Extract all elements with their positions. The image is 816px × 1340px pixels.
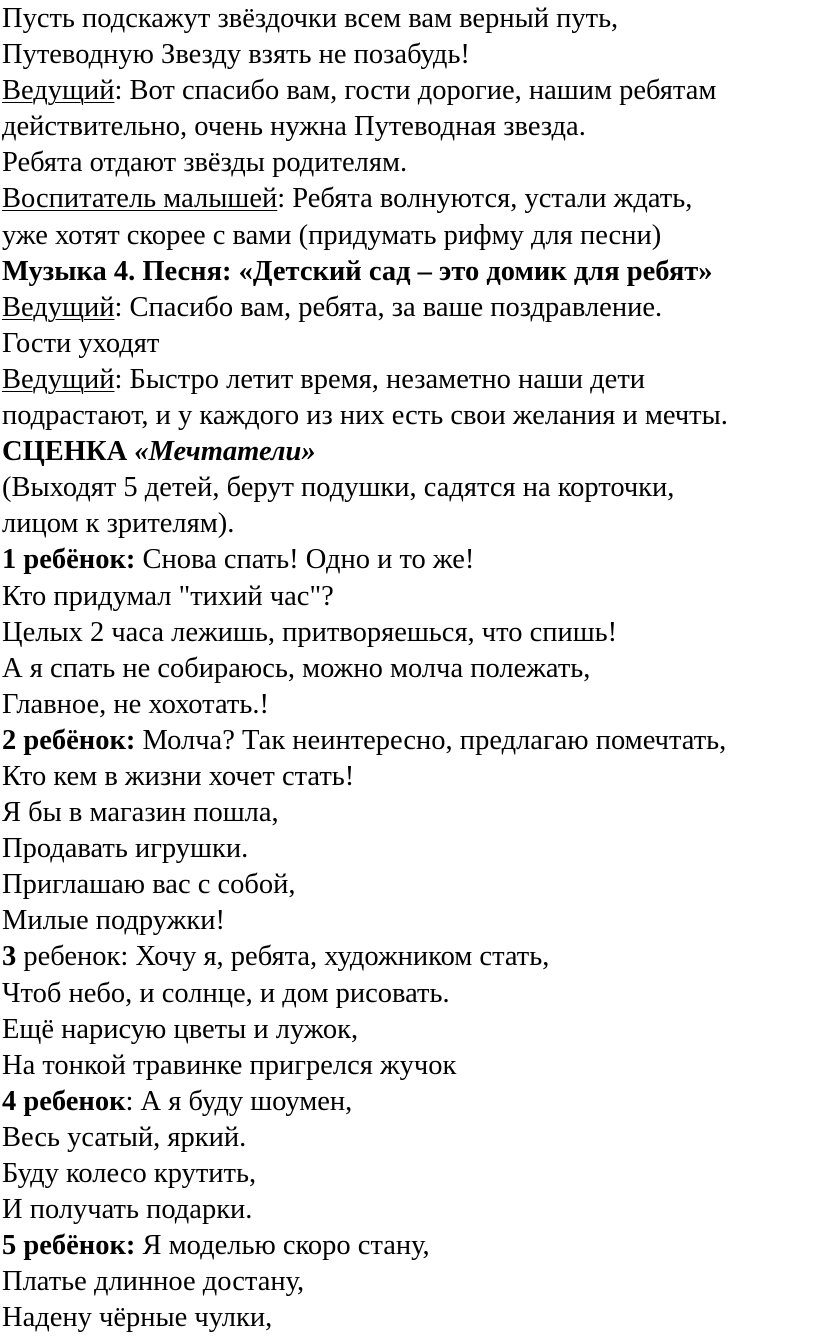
text-line	[2, 181, 816, 217]
text-line: Кто кем в жизни хочет стать!	[2, 760, 355, 792]
text-line: Пусть подскажут звёздочки всем вам верный путь,	[2, 3, 619, 34]
scene-heading	[2, 434, 816, 470]
line-text: : Ребята волнуются, устали ждать,	[277, 183, 693, 215]
line-text: Снова спать! Одно и то же!	[135, 544, 475, 576]
text-line	[2, 723, 816, 759]
text-line: Гости уходят	[2, 327, 160, 359]
text-line	[2, 1228, 816, 1264]
text-line: Главное, не хохотать.!	[2, 688, 269, 720]
text-line: Весь усатый, яркий.	[2, 1121, 247, 1153]
line-text: ребенок: Хочу я, ребята, художником стать,	[16, 941, 550, 973]
text-line: Я бы в магазин пошла,	[2, 797, 279, 829]
text-line	[2, 290, 816, 326]
text-line: А я спать не собираюсь, можно молча полежать,	[2, 652, 591, 684]
speaker-label: Ведущий	[2, 363, 115, 395]
text-line: Платье длинное достану,	[2, 1266, 305, 1298]
text-line: Чтоб небо, и солнце, и дом рисовать.	[2, 977, 450, 1009]
line-text: : Вот спасибо вам, гости дорогие, нашим ребятам	[114, 75, 717, 107]
text-line: Приглашаю вас с собой,	[2, 869, 296, 901]
text-line: Ребята отдают звёзды родителям.	[2, 147, 408, 179]
text-line: Буду колесо крутить,	[2, 1158, 257, 1189]
text-line: На тонкой травинке пригрелся жучок	[2, 1049, 457, 1081]
text-line: Продавать игрушки.	[2, 833, 249, 865]
text-line	[2, 939, 816, 975]
text-line: Ещё нарисую цветы и лужок,	[2, 1013, 359, 1045]
scene-label: СЦЕНКА	[2, 436, 135, 468]
child-label: 1 ребёнок:	[2, 544, 136, 576]
text-line	[2, 542, 816, 578]
text-line: Целых 2 часа лежишь, притворяешься, что спишь!	[2, 616, 618, 648]
scene-title: «Мечтатели»	[134, 436, 316, 468]
text-line: Путеводную Звезду взять не позабудь!	[2, 39, 470, 71]
text-line	[2, 1084, 816, 1120]
text-line: действительно, очень нужна Путеводная звезда.	[2, 111, 586, 143]
text-line: И получать подарки.	[2, 1194, 253, 1226]
line-text: : А я буду шоумен,	[125, 1085, 353, 1117]
text-line: Кто придумал "тихий час"?	[2, 580, 334, 612]
child-label: 3	[2, 941, 17, 973]
child-label: 2 ребёнок:	[2, 724, 136, 756]
speaker-label: Ведущий	[2, 75, 115, 107]
child-label: 4 ребенок	[2, 1085, 126, 1117]
line-text: Я моделью скоро стану,	[135, 1230, 430, 1262]
text-line: подрастают, и у каждого из них есть свои желания и мечты.	[2, 400, 728, 432]
speaker-label: Ведущий	[2, 291, 115, 323]
text-line	[2, 73, 816, 109]
text-line: Надену чёрные чулки,	[2, 1302, 273, 1334]
child-label: 5 ребёнок:	[2, 1230, 136, 1262]
line-text: : Спасибо вам, ребята, за ваше поздравление.	[114, 291, 663, 323]
music-heading: Музыка 4. Песня: «Детский сад – это домик для ребят»	[2, 255, 713, 287]
text-line: уже хотят скорее с вами (придумать рифму для песни)	[2, 219, 662, 251]
text-line: лицом к зрителям).	[2, 508, 235, 540]
speaker-label: Воспитатель малышей	[2, 183, 278, 215]
text-line: (Выходят 5 детей, берут подушки, садятся на корточки,	[2, 472, 675, 504]
text-line	[2, 362, 816, 398]
line-text: Молча? Так неинтересно, предлагаю помечтать,	[135, 724, 727, 756]
line-text: : Быстро летит время, незаметно наши дети	[114, 363, 646, 395]
text-line: Милые подружки!	[2, 905, 225, 937]
